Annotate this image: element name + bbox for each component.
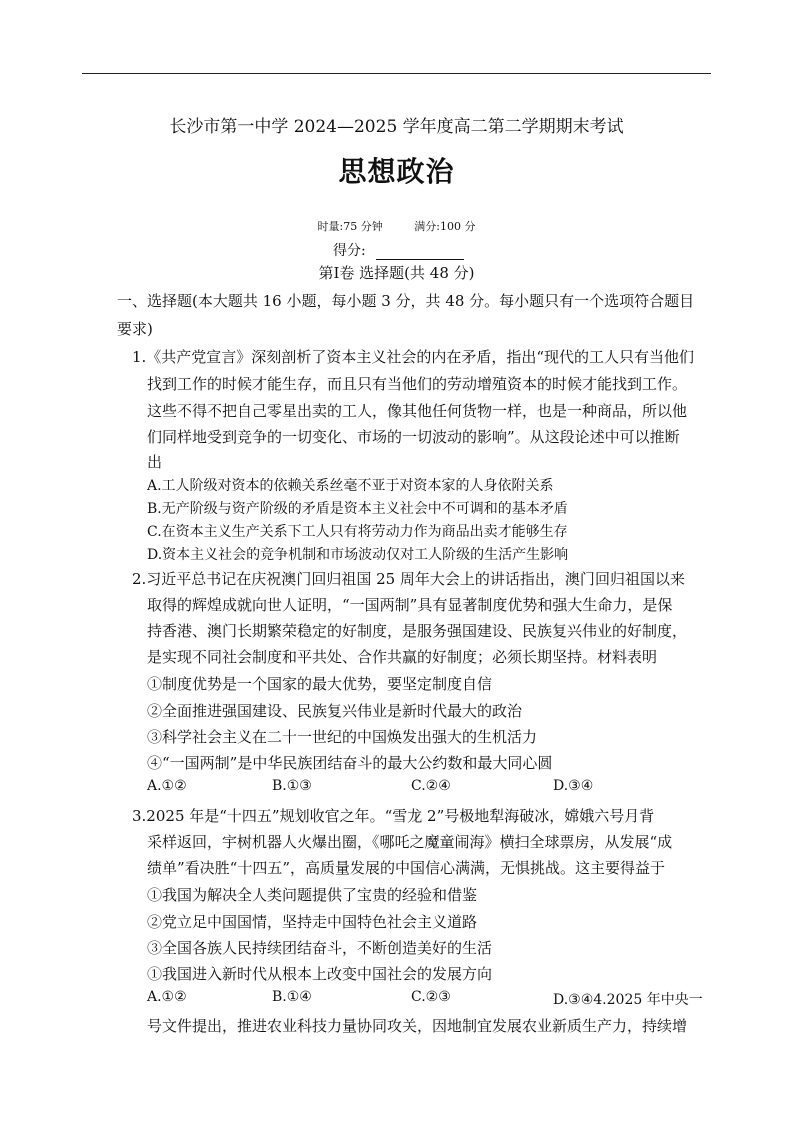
q1-option-b: B.无产阶级与资产阶级的矛盾是资本主义社会中不可调和的基本矛盾	[147, 501, 568, 517]
q3-stem-2: 采样返回，宇树机器人火爆出圈，《哪吒之魔童闹海》横扫全球票房，从发展“成	[147, 833, 673, 851]
q2-statement-4: ④“一国两制”是中华民族团结奋斗的最大公约数和最大同心圆	[147, 754, 553, 772]
q2-stem-1: 2.习近平总书记在庆祝澳门回归祖国 25 周年大会上的讲话指出，澳门回归祖国以来	[132, 570, 685, 588]
subject-title: 思想政治	[338, 155, 455, 188]
score-label: 得分:	[333, 243, 366, 259]
section-intro-2: 要求)	[117, 320, 153, 338]
top-rule	[82, 73, 711, 74]
q4-stem-2: 号文件提出，推进农业科技力量协同攻关，因地制宜发展农业新质生产力，持续增	[147, 1017, 688, 1035]
volume-heading: 第Ⅰ卷 选择题(共 48 分)	[318, 264, 475, 282]
q2-stem-3: 持香港、澳门长期繁荣稳定的好制度，是服务强国建设、民族复兴伟业的好制度，	[147, 622, 688, 640]
q1-stem-2: 找到工作的时候才能生存，而且只有当他们的劳动增殖资本的时候才能找到工作。	[147, 375, 688, 393]
exam-title: 长沙市第一中学 2024—2025 学年度高二第二学期期末考试	[169, 117, 624, 137]
q1-stem-1: 1.《共产党宣言》深刻剖析了资本主义社会的内在矛盾，指出“现代的工人只有当他们	[132, 348, 694, 366]
q3-stem-1: 3.2025 年是“十四五”规划收官之年。“雪龙 2”号极地犁海破冰，嫦娥六号月背	[132, 807, 655, 825]
section-intro-1: 一、选择题(本大题共 16 小题，每小题 3 分，共 48 分。每小题只有一个选项符合题目	[117, 292, 695, 310]
exam-meta	[0, 218, 793, 234]
time-limit: 时量:75 分钟	[317, 220, 383, 233]
q3-option-d: D.③④4.2025 年中央一	[553, 992, 703, 1008]
q2-option-d: D.③④	[553, 778, 594, 794]
q2-statement-2: ②全面推进强国建设、民族复兴伟业是新时代最大的政治	[147, 702, 523, 720]
q3-statement-4: ①我国进入新时代从根本上改变中国社会的发展方向	[147, 965, 493, 983]
q3-stem-3: 绩单”看决胜“十四五”，高质量发展的中国信心满满，无惧挑战。这主要得益于	[147, 859, 666, 877]
q1-stem-3: 这些不得不把自己零星出卖的工人，像其他任何货物一样，也是一种商品，所以他	[147, 402, 688, 420]
q3-statement-1: ①我国为解决全人类问题提供了宝贵的经验和借鉴	[147, 886, 478, 904]
q2-option-b: B.①③	[272, 778, 312, 794]
q3-option-c: C.②③	[411, 989, 451, 1005]
q1-stem-5: 出	[147, 453, 163, 471]
q2-stem-4: 是实现不同社会制度和平共处、合作共赢的好制度；必须长期坚持。材料表明	[147, 648, 658, 666]
score-blank	[376, 245, 464, 260]
q2-statement-1: ①制度优势是一个国家的最大优势，要坚定制度自信	[147, 675, 493, 693]
q1-stem-4: 们同样地受到竞争的一切变化、市场的一切波动的影响”。从这段论述中可以推断	[147, 428, 680, 446]
q3-statement-2: ②党立足中国国情，坚持走中国特色社会主义道路	[147, 913, 478, 931]
q2-stem-2: 取得的辉煌成就向世人证明，“一国两制”具有显著制度优势和强大生命力，是保	[147, 596, 673, 614]
q2-option-c: C.②④	[411, 778, 451, 794]
q3-option-a: A.①②	[147, 989, 187, 1005]
full-score: 满分:100 分	[414, 220, 476, 233]
q1-option-d: D.资本主义社会的竞争机制和市场波动仅对工人阶级的生活产生影响	[147, 547, 569, 563]
q3-statement-3: ③全国各族人民持续团结奋斗，不断创造美好的生活	[147, 939, 493, 957]
q1-option-c: C.在资本主义生产关系下工人只有将劳动力作为商品出卖才能够生存	[147, 524, 568, 540]
score-field	[333, 240, 464, 260]
q2-option-a: A.①②	[147, 778, 187, 794]
q1-option-a: A.工人阶级对资本的依赖关系丝毫不亚于对资本家的人身依附关系	[147, 478, 554, 494]
q3-option-b: B.①④	[272, 989, 312, 1005]
q2-statement-3: ③科学社会主义在二十一世纪的中国焕发出强大的生机活力	[147, 728, 538, 746]
